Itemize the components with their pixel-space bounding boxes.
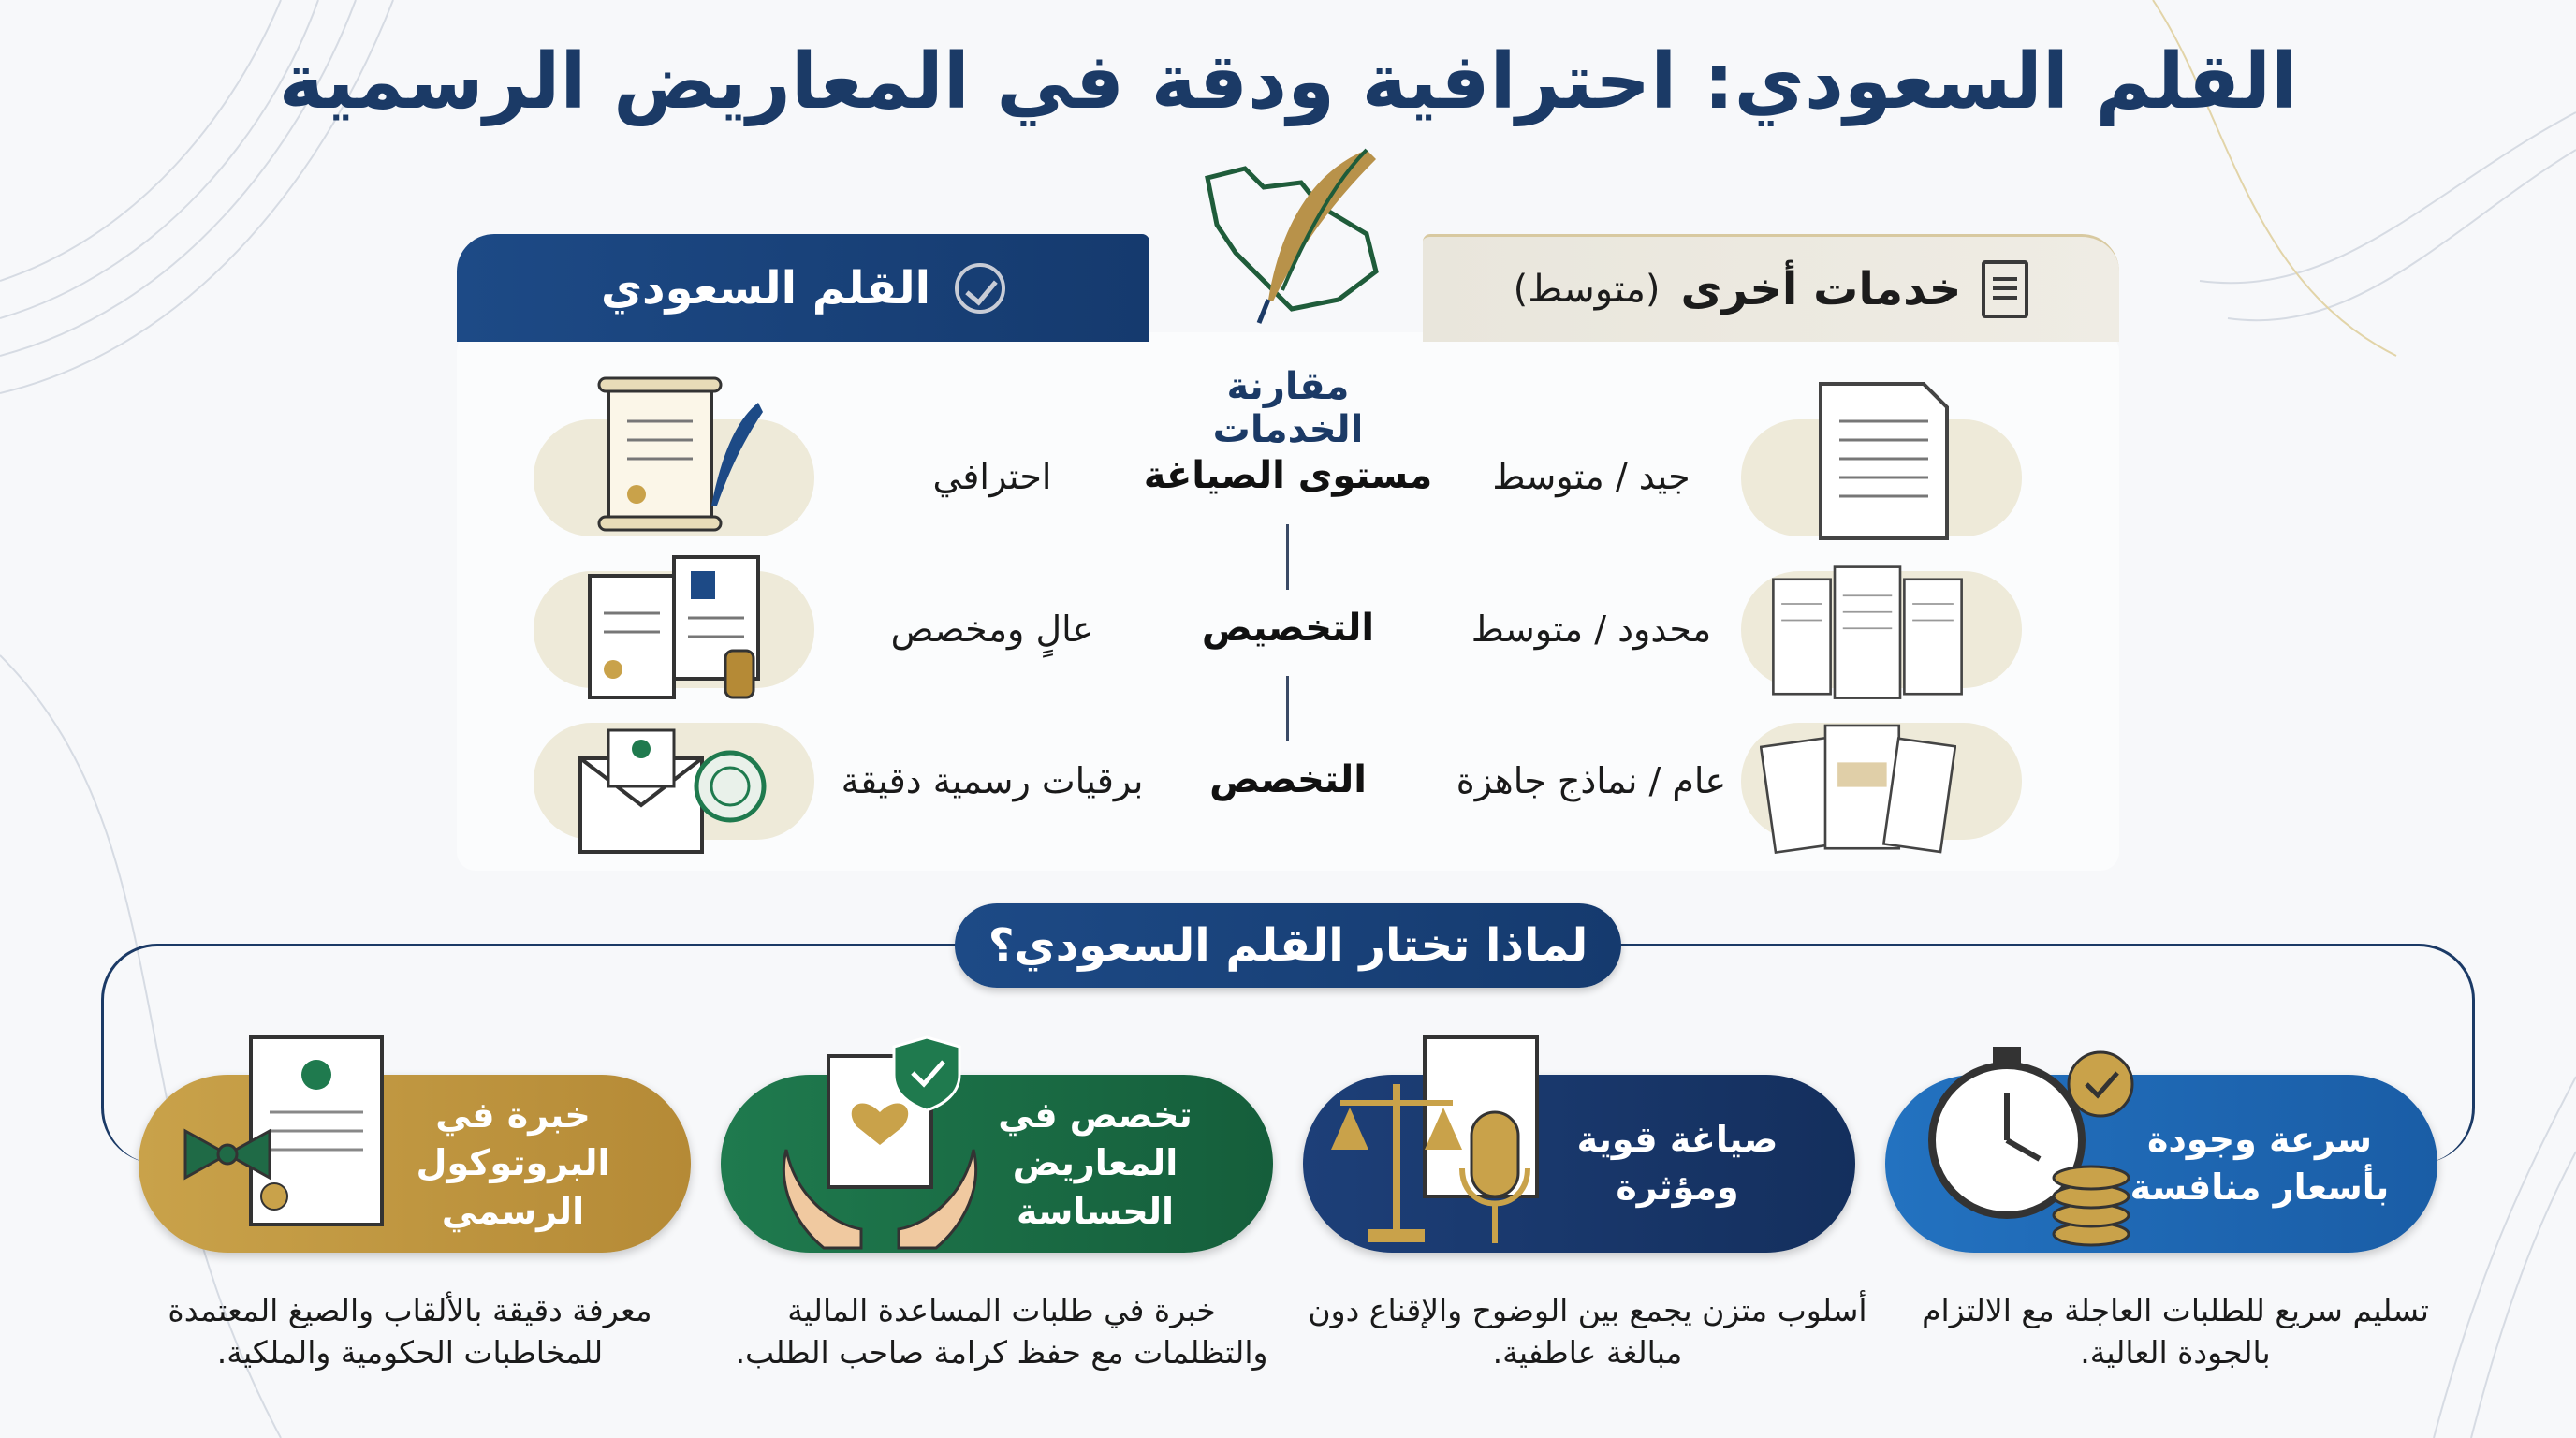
other-value: عام / نماذج جاهزة (1456, 760, 1727, 801)
card-speed-quality (1885, 1075, 2437, 1253)
other-header-label: خدمات أخرى (1680, 263, 1962, 315)
card-description: معرفة دقيقة بالألقاب والصيغ المعتمدة للمخاطبات الحكومية والملكية. (168, 1292, 652, 1371)
plain-document-icon (1783, 374, 1980, 543)
other-header-sub: (متوسط) (1513, 268, 1661, 311)
saudi-map-quill-logo (1179, 140, 1404, 337)
card-description: خبرة في طلبات المساعدة المالية والتظلمات مع حفظ كرامة صاحب الطلب. (735, 1292, 1268, 1371)
why-section-title: لماذا تختار القلم السعودي؟ (955, 903, 1621, 988)
template-documents-icon (1760, 707, 1956, 875)
divider-line (1286, 524, 1289, 590)
other-value: محدود / متوسط (1471, 609, 1712, 650)
card-title: خبرة في البروتوكول الرسمي (416, 1094, 610, 1232)
page-title: القلم السعودي: احترافية ودقة في المعاريض الرسمية (278, 37, 2298, 126)
saudi-pen-header (457, 234, 1149, 342)
criterion-label: التخصص (1209, 758, 1367, 801)
card-title: صياغة قوية ومؤثرة (1576, 1118, 1778, 1208)
card-description: تسليم سريع للطلبات العاجلة مع الالتزام بالجودة العالية. (1922, 1292, 2429, 1371)
card-sensitive-petitions (721, 1075, 1273, 1253)
saudi-value: احترافي (932, 456, 1052, 497)
saudi-value: برقيات رسمية دقيقة (841, 760, 1144, 801)
scroll-quill-icon (571, 374, 768, 543)
saudi-header-label: القلم السعودي (600, 261, 931, 315)
spreadsheet-forms-icon (1769, 552, 1966, 721)
divider-line (1286, 676, 1289, 741)
other-value: جيد / متوسط (1492, 456, 1690, 497)
card-protocol-expertise (139, 1075, 691, 1253)
saudi-value: عالٍ ومخصص (890, 609, 1094, 650)
card-description: أسلوب متزن يجمع بين الوضوح والإقناع دون مبالغة عاطفية. (1308, 1292, 1867, 1371)
documents-stamp-icon (571, 548, 768, 716)
envelope-seal-icon (571, 702, 768, 871)
card-title: تخصص في المعاريض الحساسة (998, 1094, 1193, 1232)
card-strong-drafting (1303, 1075, 1855, 1253)
document-icon (1982, 260, 2028, 318)
criterion-label: التخصيص (1201, 607, 1375, 650)
card-title: سرعة وجودة بأسعار منافسة (2130, 1118, 2390, 1208)
check-circle-icon (955, 263, 1005, 314)
criterion-label: مستوى الصياغة (1143, 454, 1433, 497)
other-services-header (1423, 234, 2119, 342)
comparison-section-label: مقارنة الخدمات (1212, 365, 1364, 451)
